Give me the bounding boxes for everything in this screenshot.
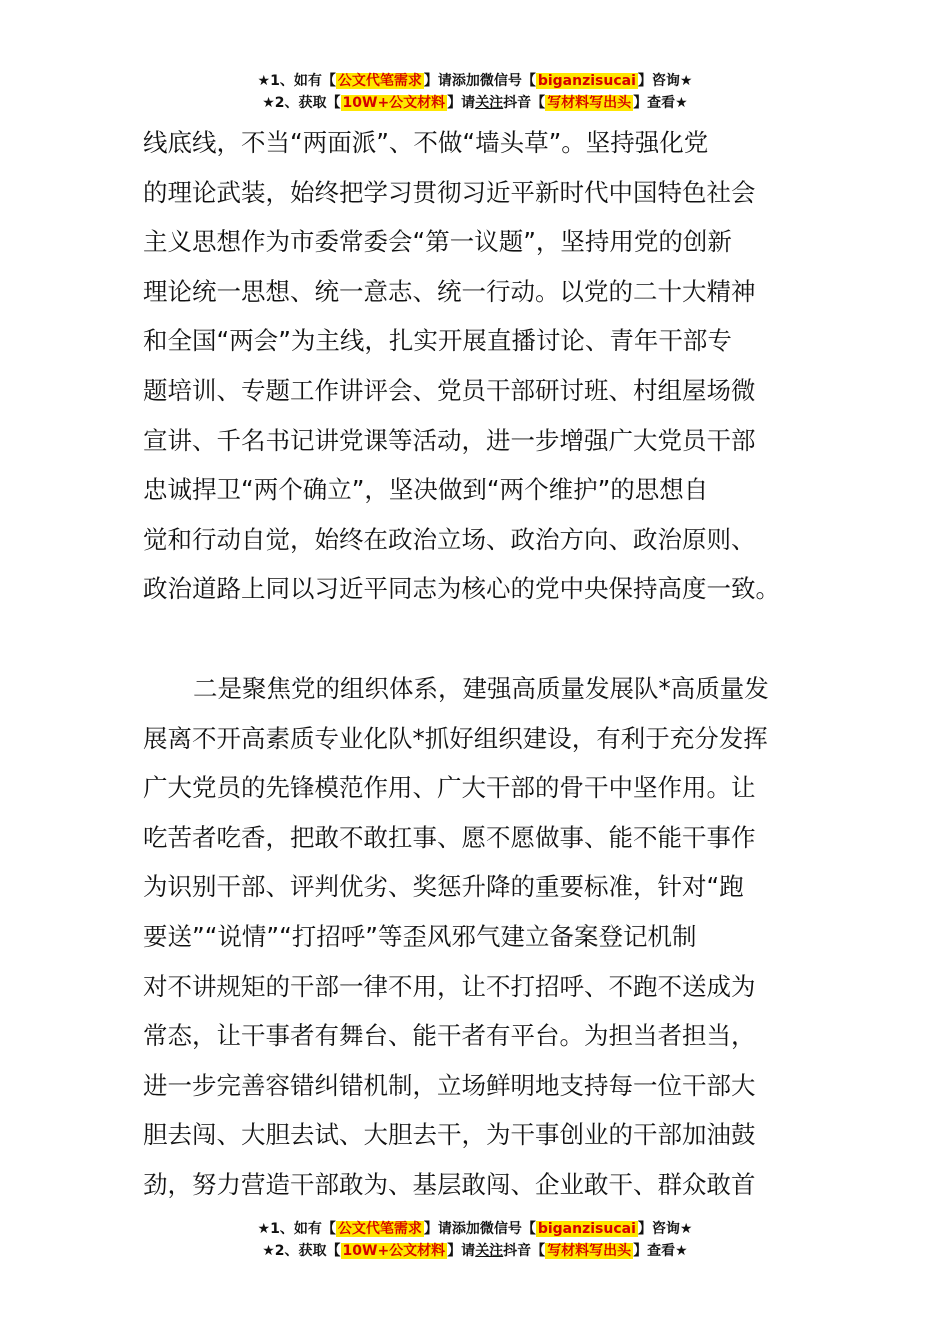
header-banner — [0, 70, 950, 114]
text-line: 常态，让干事者有舞台、能干者有平台。为担当者担当， — [143, 1021, 756, 1051]
text-line: 忠诚捍卫“两个确立”，坚决做到“两个维护”的思想自 — [143, 475, 709, 505]
paragraph-1 — [143, 118, 813, 614]
underlined-follow: 关注 — [475, 95, 504, 111]
document-body — [143, 118, 813, 1209]
highlight-service: 公文代笔需求 — [337, 1221, 422, 1237]
highlight-douyin-account: 写材料写出头 — [547, 95, 632, 111]
text-line: 要送”“说情”“打招呼”等歪风邪气建立备案登记机制 — [143, 921, 697, 951]
footer-banner-line-1: ★1、如有【 公文代笔需求 】请添加微信号【 biganzisucai 】咨询★ — [257, 1221, 693, 1237]
text-line: 二是聚焦党的组织体系，建强高质量发展队*高质量发 — [193, 673, 769, 703]
underlined-follow: 关注 — [475, 1243, 504, 1259]
highlight-douyin-account: 写材料写出头 — [547, 1243, 632, 1259]
text-line: 胆去闯、大胆去试、大胆去干，为干事创业的干部加油鼓 — [143, 1120, 756, 1150]
text-line: 和全国“两会”为主线，扎实开展直播讨论、青年干部专 — [143, 326, 732, 356]
highlight-service: 公文代笔需求 — [337, 73, 422, 89]
text-line: 理论统一思想、统一意志、统一行动。以党的二十大精神 — [143, 276, 756, 306]
highlight-wechat-id: biganzisucai — [537, 1221, 636, 1237]
header-banner-line-1: ★1、如有【 公文代笔需求 】请添加微信号【 biganzisucai 】咨询★ — [257, 73, 693, 89]
text-line: 展离不开高素质专业化队*抓好组织建设，有利于充分发挥 — [143, 723, 768, 753]
text-line: 觉和行动自觉，始终在政治立场、政治方向、政治原则、 — [143, 524, 756, 554]
text-line: 宣讲、千名书记讲党课等活动，进一步增强广大党员干部 — [143, 425, 756, 455]
text-line: 题培训、专题工作讲评会、党员干部研讨班、村组屋场微 — [143, 375, 756, 405]
text-line: 的理论武装，始终把学习贯彻习近平新时代中国特色社会 — [143, 177, 756, 207]
text-line: 线底线，不当“两面派”、不做“墙头草”。坚持强化党 — [143, 128, 709, 157]
text-line: 广大党员的先锋模范作用、广大干部的骨干中坚作用。让 — [143, 773, 756, 803]
text-line: 进一步完善容错纠错机制，立场鲜明地支持每一位干部大 — [143, 1070, 756, 1100]
header-banner-line-2: ★2、获取【 10W+公文材料 】请关注抖音【 写材料写出头 】查看★ — [262, 95, 688, 111]
highlight-materials: 10W+公文材料 — [342, 1243, 446, 1259]
text-line: 劲，努力营造干部敢为、基层敢闯、企业敢干、群众敢首 — [143, 1169, 756, 1199]
text-line: 对不讲规矩的干部一律不用，让不打招呼、不跑不送成为 — [143, 971, 756, 1001]
highlight-wechat-id: biganzisucai — [537, 73, 636, 89]
text-line: 主义思想作为市委常委会“第一议题”，坚持用党的创新 — [143, 227, 732, 257]
text-line: 为识别干部、评判优劣、奖惩升降的重要标准，针对“跑 — [143, 872, 744, 902]
text-line: 政治道路上同以习近平同志为核心的党中央保持高度一致。 — [143, 574, 780, 604]
highlight-materials: 10W+公文材料 — [342, 95, 446, 111]
footer-banner — [0, 1218, 950, 1262]
paragraph-2 — [143, 664, 813, 1210]
footer-banner-line-2: ★2、获取【 10W+公文材料 】请关注抖音【 写材料写出头 】查看★ — [262, 1243, 688, 1259]
text-line: 吃苦者吃香，把敢不敢扛事、愿不愿做事、能不能干事作 — [143, 822, 756, 852]
paragraph-spacer — [143, 614, 813, 664]
